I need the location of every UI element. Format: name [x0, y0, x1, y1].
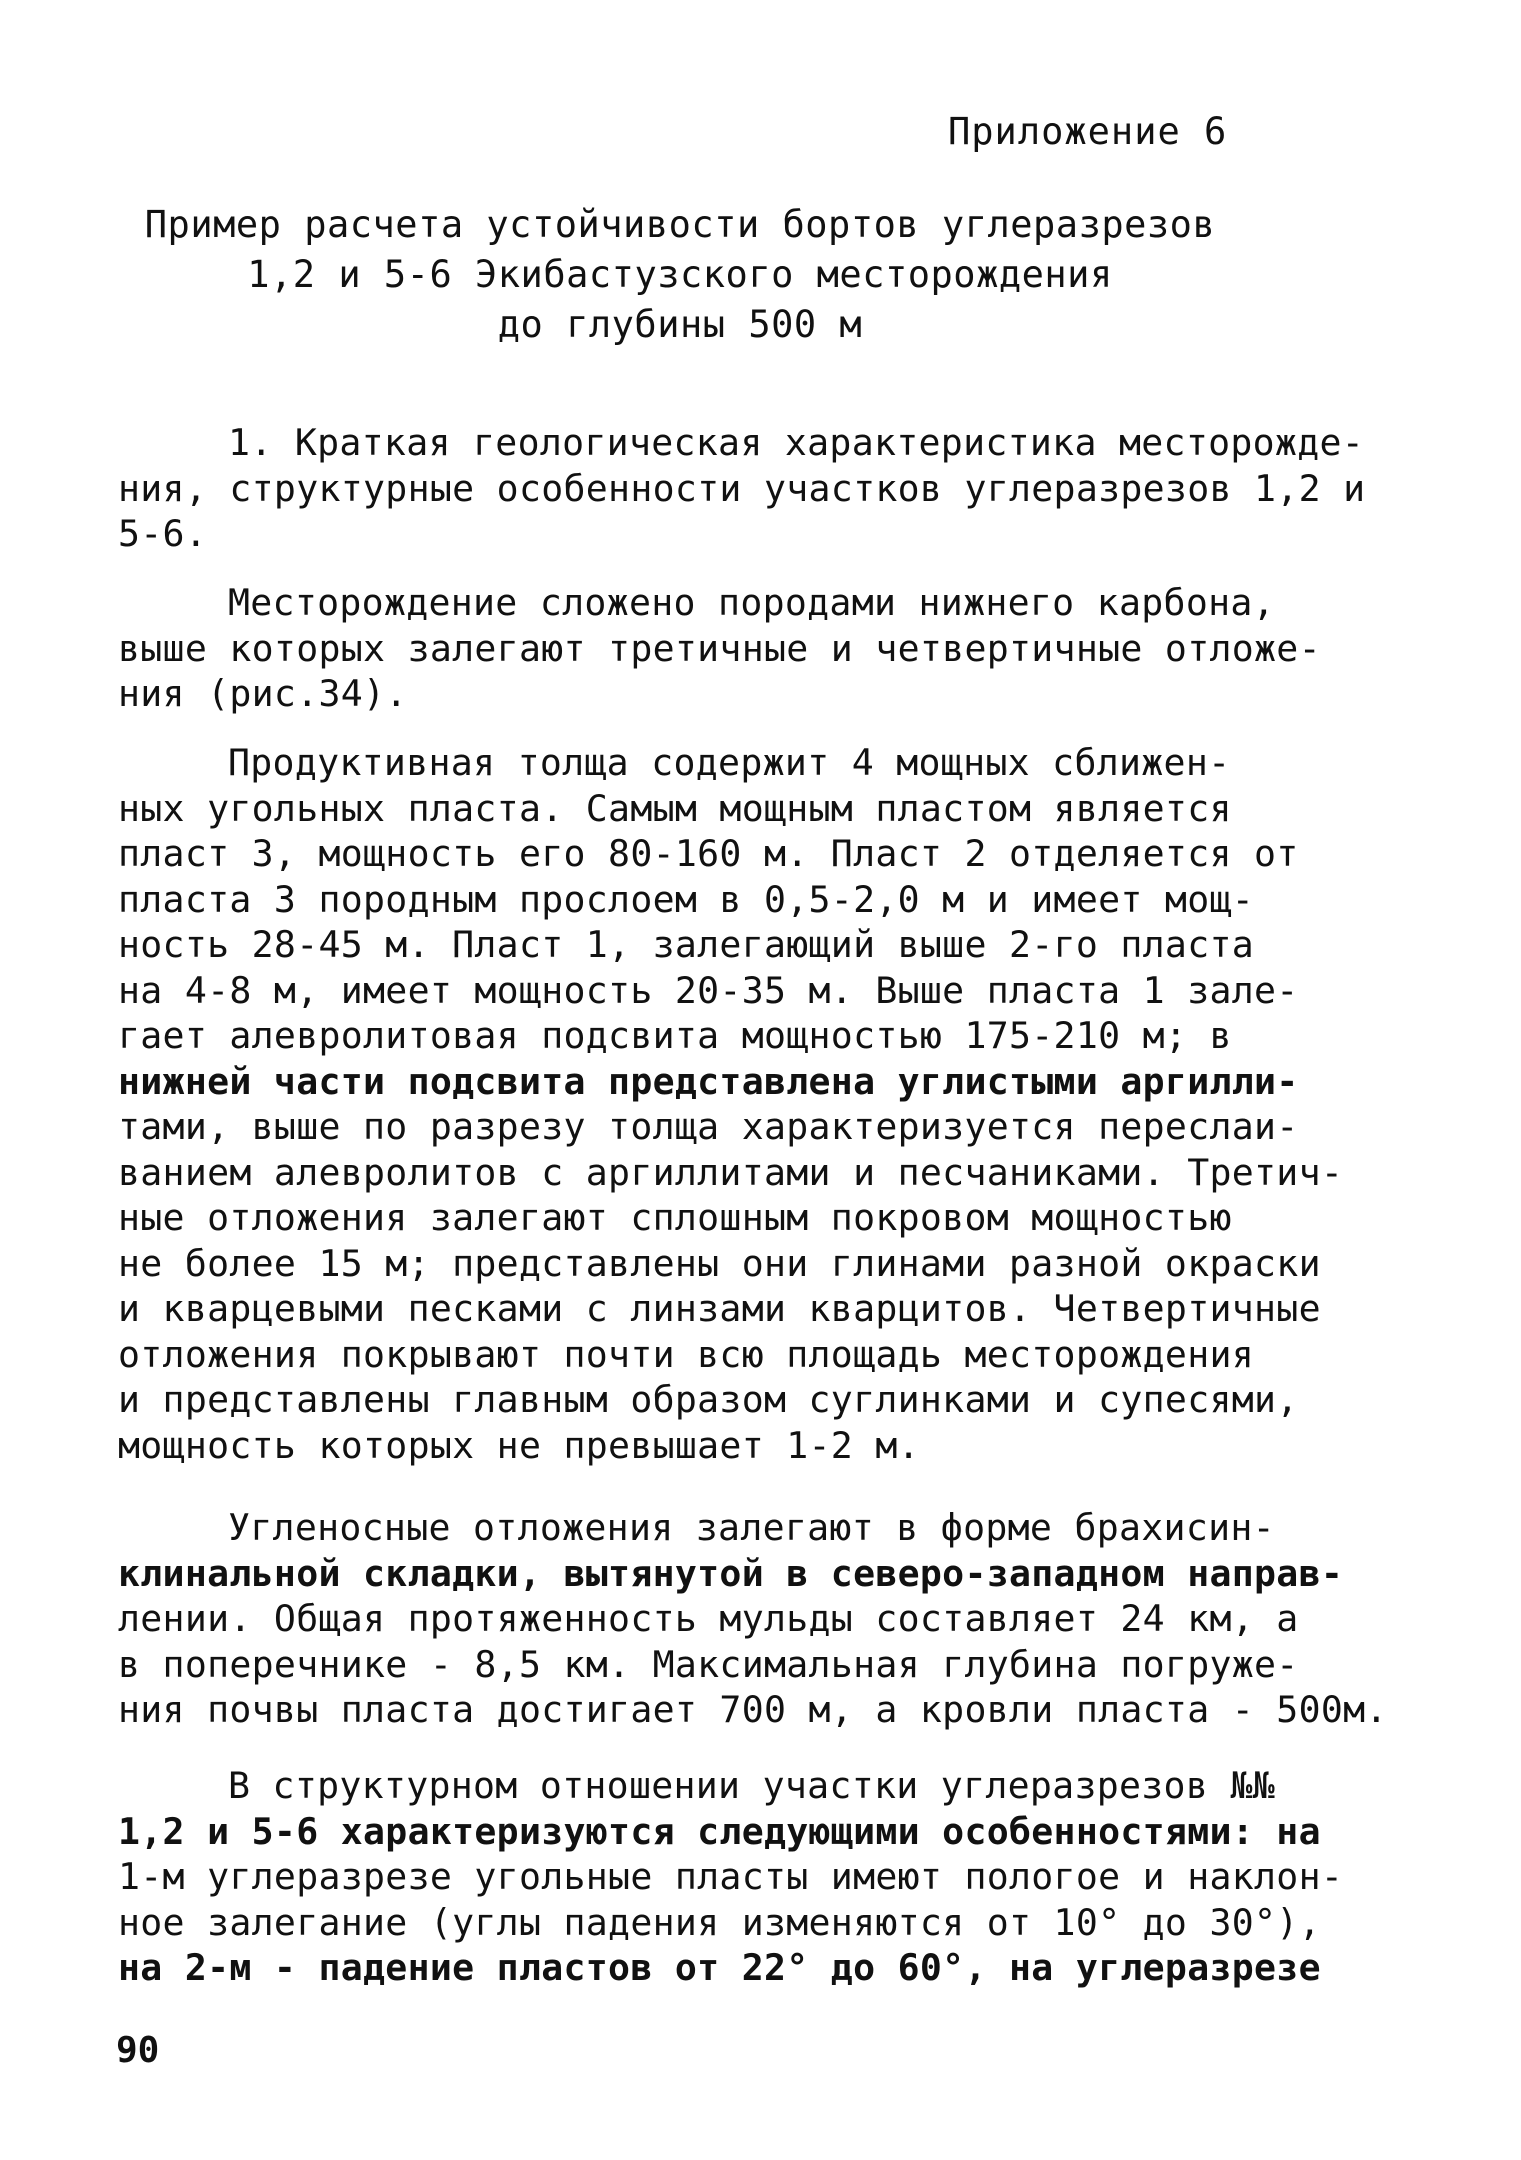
text-line: пласта 3 породным прослоем в 0,5-2,0 м и имеет мощ- — [118, 877, 1255, 921]
text-line: ность 28-45 м. Пласт 1, залегающий выше 2-го пласта — [118, 923, 1255, 966]
text-line: Продуктивная толща содержит 4 мощных сближен- — [228, 741, 1231, 784]
text-line: в поперечнике - 8,5 км. Максимальная глубина погруже- — [118, 1642, 1299, 1686]
text-line: ния, структурные особенности участков углеразрезов 1,2 и — [118, 466, 1366, 510]
text-line: 1,2 и 5-6 характеризуются следующими особенностями: на — [118, 1809, 1321, 1853]
text-line: 5-6. — [118, 512, 208, 555]
paragraph — [118, 1763, 1438, 1991]
text-line: Угленосные отложения залегают в форме брахисин- — [228, 1506, 1275, 1549]
paragraph — [118, 740, 1438, 1468]
text-line: и кварцевыми песками с линзами кварцитов. Четвертичные — [118, 1287, 1321, 1330]
text-line: и представлены главным образом суглинками и супесями, — [118, 1378, 1299, 1421]
text-line: 1-м углеразрезе угольные пласты имеют пологое и наклон- — [118, 1855, 1344, 1898]
title-line: Пример расчета устойчивости бортов углеразрезов — [144, 203, 1216, 246]
text-line: пласт 3, мощность его 80-160 м. Пласт 2 отделяется от — [118, 832, 1299, 875]
text-line: лении. Общая протяженность мульды составляет 24 км, а — [118, 1597, 1299, 1640]
text-line: гает алевролитовая подсвита мощностью 175-210 м; в — [118, 1014, 1232, 1057]
text-line: нижней части подсвита представлена углистыми аргилли- — [118, 1059, 1299, 1103]
text-line: ное залегание (углы падения изменяются от 10° до 30°), — [118, 1900, 1321, 1944]
title-line: до глубины 500 м — [497, 303, 863, 346]
text-line: тами, выше по разрезу толща характеризуется переслаи- — [118, 1105, 1299, 1148]
text-line: на 2-м - падение пластов от 22° до 60°, на углеразрезе — [118, 1946, 1321, 1989]
title-line: 1,2 и 5-6 Экибастузского месторождения — [247, 253, 1113, 296]
text-line: выше которых залегают третичные и четвертичные отложе- — [118, 626, 1321, 670]
text-line: мощность которых не превышает 1-2 м. — [118, 1423, 920, 1467]
page-title — [120, 200, 1240, 350]
text-line: ные отложения залегают сплошным покровом мощностью — [118, 1196, 1232, 1239]
text-line: клинальной складки, вытянутой в северо-западном направ- — [118, 1551, 1344, 1595]
text-line: отложения покрывают почти всю площадь месторождения — [118, 1332, 1255, 1376]
text-line: В структурном отношении участки углеразрезов №№ — [228, 1764, 1275, 1807]
text-line: 1. Краткая геологическая характеристика месторожде- — [228, 421, 1365, 464]
text-line: ния (рис.34). — [118, 672, 408, 715]
appendix-label: Приложение 6 — [948, 110, 1228, 153]
text-line: Месторождение сложено породами нижнего карбона, — [228, 581, 1275, 624]
page-number: 90 — [116, 2030, 160, 2071]
text-line: на 4-8 м, имеет мощность 20-35 м. Выше пласта 1 зале- — [118, 968, 1299, 1012]
text-line: не более 15 м; представлены они глинами разной окраски — [118, 1241, 1321, 1285]
text-line: ных угольных пласта. Самым мощным пластом является — [118, 786, 1232, 830]
section-heading — [118, 420, 1438, 557]
text-line: ния почвы пласта достигает 700 м, а кровли пласта - 500м. — [118, 1688, 1388, 1731]
text-line: ванием алевролитов с аргиллитами и песчаниками. Третич- — [118, 1150, 1344, 1194]
paragraph — [118, 1505, 1438, 1733]
paragraph — [118, 580, 1438, 717]
